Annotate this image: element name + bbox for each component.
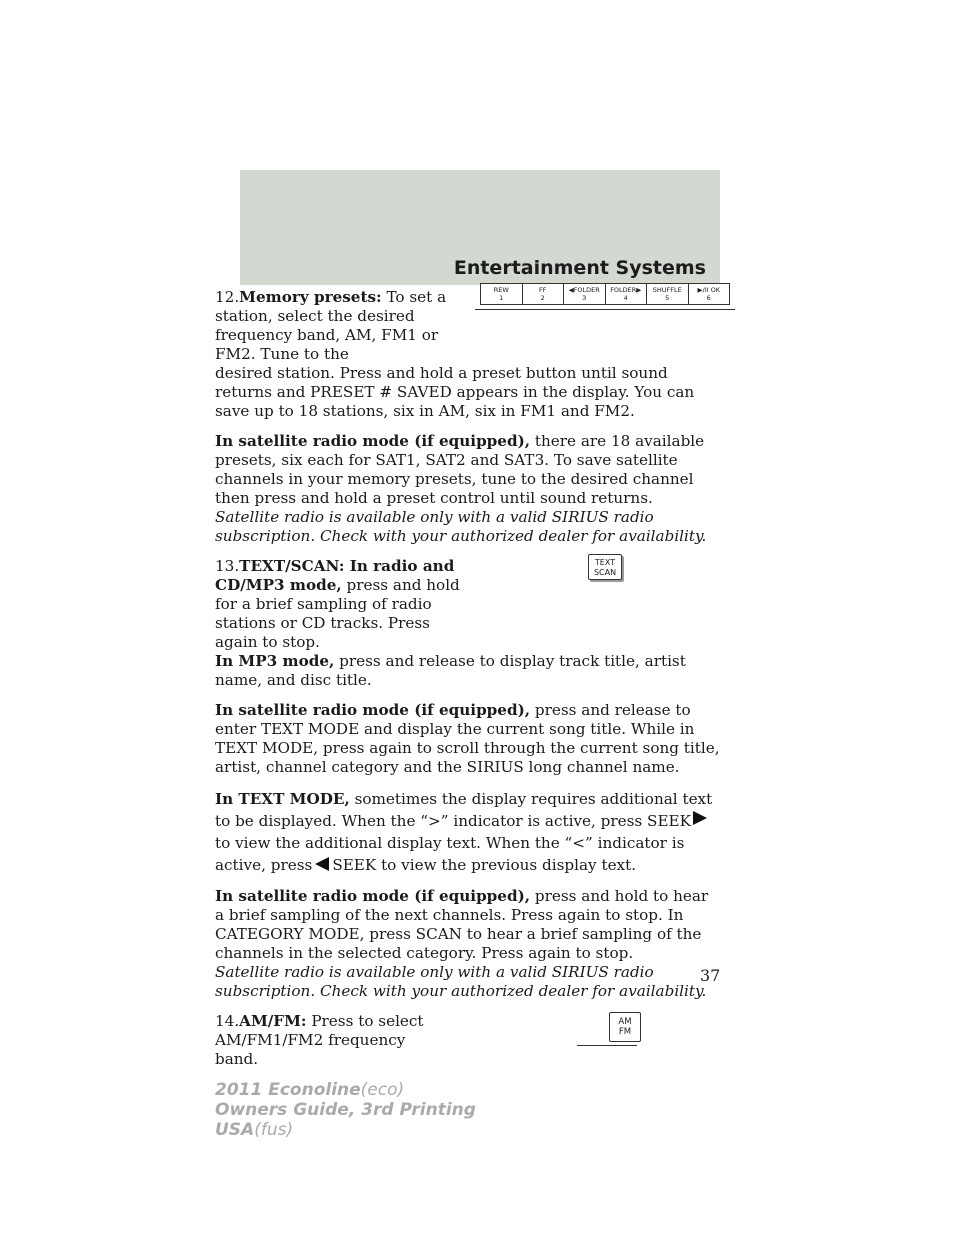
- section-header: [240, 170, 720, 285]
- page-number: 37: [700, 966, 721, 985]
- item-14-text: 14.AM/FM: Press to select AM/FM1/FM2 frequency band.: [215, 1012, 424, 1068]
- item-13-satellite-scan: In satellite radio mode (if equipped), press and hold to hear a brief sampling of the next channels. Press again to stop. In CATEGORY MODE, press SCAN to hear a brief sampling of the channels in the selected category. Press again to stop. Satellite radio is available only with a valid SIRIUS radio subscription. Check with your authorized dealer for availability.: [215, 887, 709, 1000]
- item-14: [215, 1012, 720, 1069]
- illustration-baseline: [577, 1045, 637, 1046]
- item-13-intro: 13.TEXT/SCAN: In radio and CD/MP3 mode, press and hold for a brief sampling of radio stations or CD tracks. Press again to stop.: [215, 557, 460, 651]
- item-12-satellite: In satellite radio mode (if equipped), there are 18 available presets, six each for SAT1, SAT2 and SAT3. To save satellite channels in your memory presets, tune to the desired channel then press and hold a preset control until sound returns. Satellite radio is available only with a valid SIRIUS radio subscription. Check with your authorized dealer for availability.: [215, 432, 707, 545]
- item-13-text-mode: In TEXT MODE, sometimes the display requires additional text to be displayed. When the “>” indicator is active, press SEEKto view the additional display text. When the “<” indicator is active, press SEEK to view the previous display text.: [215, 790, 713, 874]
- item-12: [215, 288, 720, 364]
- item-13-satellite: In satellite radio mode (if equipped), press and release to enter TEXT MODE and display the current song title. While in TEXT MODE, press again to scroll through the current song title, artist, channel category and the SIRIUS long channel name.: [215, 701, 720, 776]
- text-scan-button-illustration: TEXT SCAN: [588, 554, 622, 580]
- item-13-mp3: In MP3 mode, press and release to display track title, artist name, and disc title.: [215, 652, 686, 689]
- section-title: Entertainment Systems: [453, 257, 706, 279]
- seek-right-icon: [693, 811, 707, 825]
- preset-button-5: SHUFFLE 5: [647, 284, 689, 304]
- am-fm-button-illustration: [577, 1012, 641, 1046]
- footer: 2011 Econoline(eco) Owners Guide, 3rd Printing USA(fus): [215, 1080, 476, 1140]
- item-12-intro: 12.Memory presets: To set a station, select the desired frequency band, AM, FM1 or FM2. Tune to the: [215, 288, 447, 363]
- item-13-satellite-note: Satellite radio is available only with a valid SIRIUS radio subscription. Check with your authorized dealer for availability.: [215, 963, 707, 1000]
- preset-button-1: REW 1: [481, 284, 523, 304]
- page-content: [215, 288, 720, 1080]
- item-12-body: desired station. Press and hold a preset button until sound returns and PRESET # SAVED appears in the display. You can save up to 18 stations, six in AM, six in FM1 and FM2.: [215, 364, 695, 420]
- item-13: [215, 557, 720, 652]
- preset-button-6: ▶/II OK 6: [697, 286, 720, 302]
- preset-button-4: FOLDER▶ 4: [606, 284, 648, 304]
- preset-buttons-illustration: [480, 283, 730, 305]
- seek-left-icon: [315, 857, 329, 871]
- preset-button-2: FF 2: [523, 284, 565, 304]
- am-fm-button: AM FM: [609, 1012, 641, 1042]
- item-12-satellite-note: Satellite radio is available only with a valid SIRIUS radio subscription. Check with your authorized dealer for availability.: [215, 508, 707, 545]
- preset-button-3: ◀FOLDER 3: [564, 284, 606, 304]
